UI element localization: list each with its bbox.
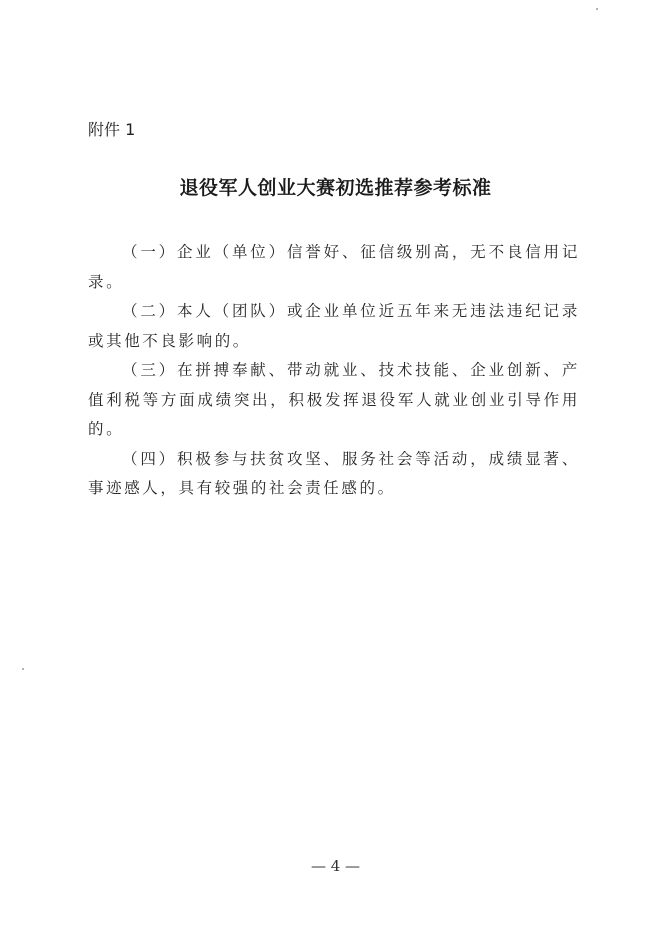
paragraph-1: （一）企业（单位）信誉好、征信级别高，无不良信用记录。	[88, 243, 580, 291]
document-body	[88, 238, 580, 504]
scan-speck	[596, 8, 598, 10]
document-title: 退役军人创业大赛初选推荐参考标准	[179, 177, 492, 199]
paragraph-4: （四）积极参与扶贫攻坚、服务社会等活动，成绩显著、事迹感人，具有较强的社会责任感的。	[88, 449, 580, 497]
page-number: — 4 —	[310, 857, 361, 875]
paragraph-2: （二）本人（团队）或企业单位近五年来无违法违纪记录或其他不良影响的。	[88, 302, 580, 350]
paragraph-3: （三）在拼搏奉献、带动就业、技术技能、企业创新、产值利税等方面成绩突出，积极发挥退役军人就业创业引导作用的。	[88, 361, 580, 438]
attachment-label: 附件 1	[88, 120, 136, 139]
scan-speck	[22, 668, 24, 670]
